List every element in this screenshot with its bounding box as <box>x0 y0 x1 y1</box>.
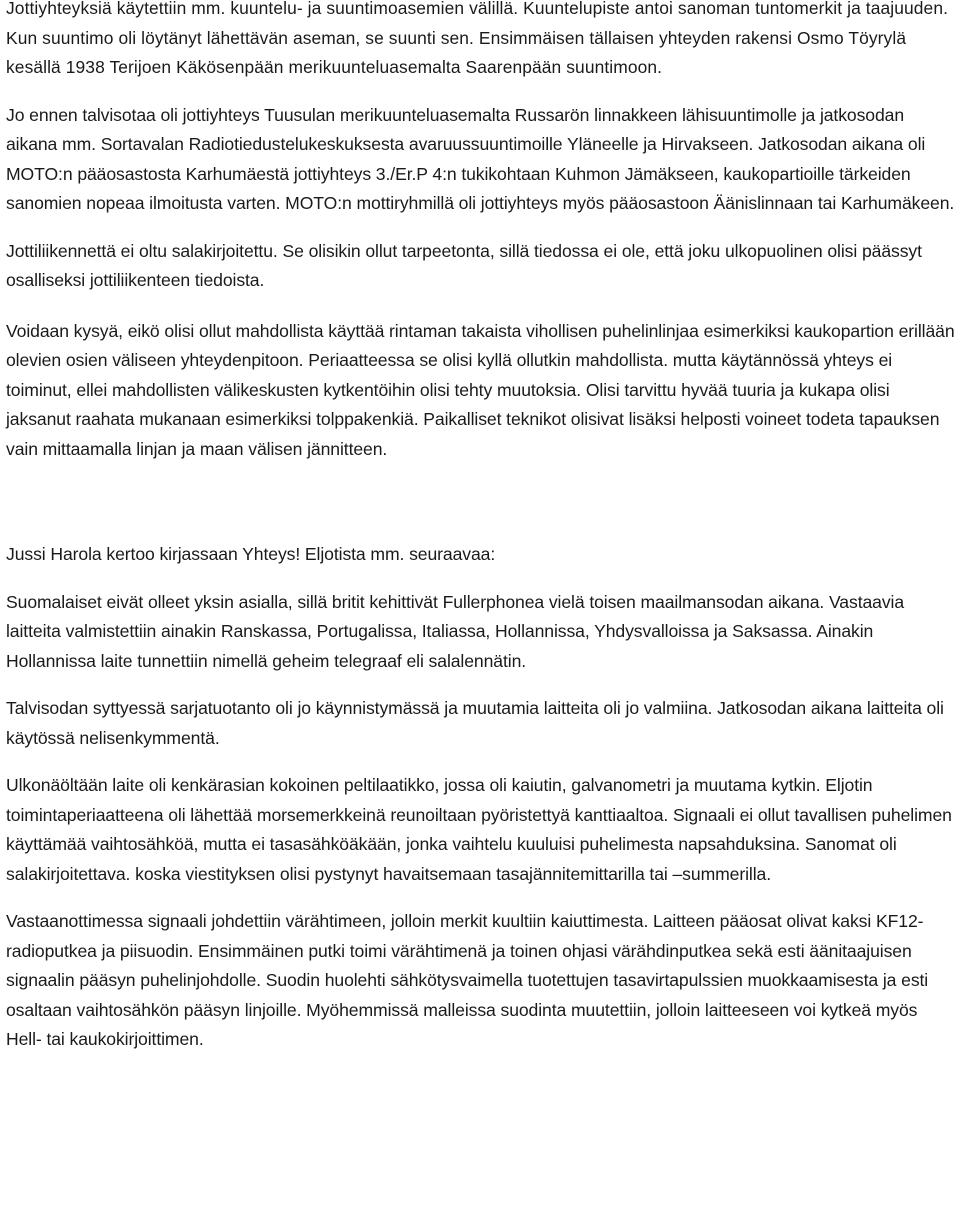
paragraph-harola-intro: Jussi Harola kertoo kirjassaan Yhteys! Eljotista mm. seuraavaa: <box>6 544 496 564</box>
paragraph-device-appearance: Ulkonäöltään laite oli kenkärasian kokoinen peltilaatikko, jossa oli kaiutin, galvanometri ja muutama kytkin. Eljotin toimintaperiaatteena oli lähettää morsemerkkeinä reunoiltaan pyöristettyä kanttiaaltoa. Signaali ei ollut tavallisen puhelimen käyttämää vaihtosähköä, mutta ei tasasähköäkään, jonka vaihtelu kuuluisi puhelimesta napsahduksina. Sanomat oli salakirjoitettava. koska viestityksen olisi pystynyt havaitsemaan tasajännitemittarilla tai –summerilla. <box>6 775 952 884</box>
paragraph-receiver: Vastaanottimessa signaali johdettiin värähtimeen, jolloin merkit kuultiin kaiuttimesta. Laitteen pääosat olivat kaksi KF12-radioputkea ja piisuodin. Ensimmäinen putki toimi värähtimenä ja toinen ohjasi värähdinputkea sekä esti äänitaajuisen signaalin pääsyn puhelinjohdolle. Suodin huolehti sähkötysvaimella tuotettujen tasavirtapulssien muokkaamisesta ja esti osaltaan vaihtosähkön pääsyn linjoille. Myöhemmissä malleissa suodinta muutettiin, jolloin laitteeseen voi kytkeä myös Hell- tai kaukokirjoittimen. <box>6 911 929 1049</box>
paragraph-serial-production: Talvisodan syttyessä sarjatuotanto oli jo käynnistymässä ja muutamia laitteita oli jo valmiina. Jatkosodan aikana laitteita oli käytössä nelisenkymmentä. <box>6 698 944 748</box>
paragraph-fullerphone: Suomalaiset eivät olleet yksin asialla, sillä britit kehittivät Fullerphonea vielä toisen maailmansodan aikana. Vastaavia laitteita valmistettiin ainakin Ranskassa, Portugalissa, Italiassa, Hollannissa, Yhdysvalloissa ja Saksassa. Ainakin Hollannissa laite tunnettiin nimellä geheim telegraaf eli salalennätin. <box>6 591 905 671</box>
paragraph-winter-war-links: Jo ennen talvisotaa oli jottiyhteys Tuusulan merikuunteluasemalta Russarön linnakkeen lähisuuntimolle ja jatkosodan aikana mm. Sortavalan Radiotiedustelukeskuksesta avaruussuuntimoille Yläneelle ja Hirvakseen. Jatkosodan aikana oli MOTO:n pääosastosta Karhumäestä jottiyhteys 3./Er.P 4:n tukikohtaan Kuhmon Jämäkseen, kaukopartioille tärkeiden sanomien nopeaa ilmoitusta varten. MOTO:n mottiryhmillä oli jottiyhteys myös pääosastoon Äänislinnaan tai Karhumäkeen. <box>6 104 955 213</box>
paragraph-enemy-phone-lines: Voidaan kysyä, eikö olisi ollut mahdollista käyttää rintaman takaista vihollisen puhelinlinjaa esimerkiksi kaukopartion erillään olevien osien väliseen yhteydenpitoon. Periaatteessa se olisi kyllä ollutkin mahdollista. mutta käytännössä yhteys ei toiminut, ellei mahdollisten välikeskusten kytkentöihin olisi tehty muutoksia. Olisi tarvittu hyvää tuuria ja kukapa olisi jaksanut raahata mukanaan esimerkiksi tolppakenkiä. Paikalliset teknikot olisivat lisäksi helposti voineet todeta tapauksen vain mittaamalla linjan ja maan välisen jännitteen. <box>6 320 955 459</box>
paragraph-jotti-connections: Jottiyhteyksiä käytettiin mm. kuuntelu- ja suuntimoasemien välillä. Kuuntelupiste antoi sanoman tuntomerkit ja taajuuden. Kun suuntimo oli löytänyt lähettävän aseman, se suunti sen. Ensimmäisen tällaisen yhteyden rakensi Osmo Töyrylä kesällä 1938 Terijoen Käkösenpään merikuunteluasemalta Saarenpään suuntimoon. <box>6 0 949 77</box>
paragraph-not-encrypted: Jottiliikennettä ei oltu salakirjoitettu. Se olisikin ollut tarpeetonta, sillä tiedossa ei ole, että joku ulkopuolinen olisi päässyt osalliseksi jottiliikenteen tiedoista. <box>6 240 922 290</box>
